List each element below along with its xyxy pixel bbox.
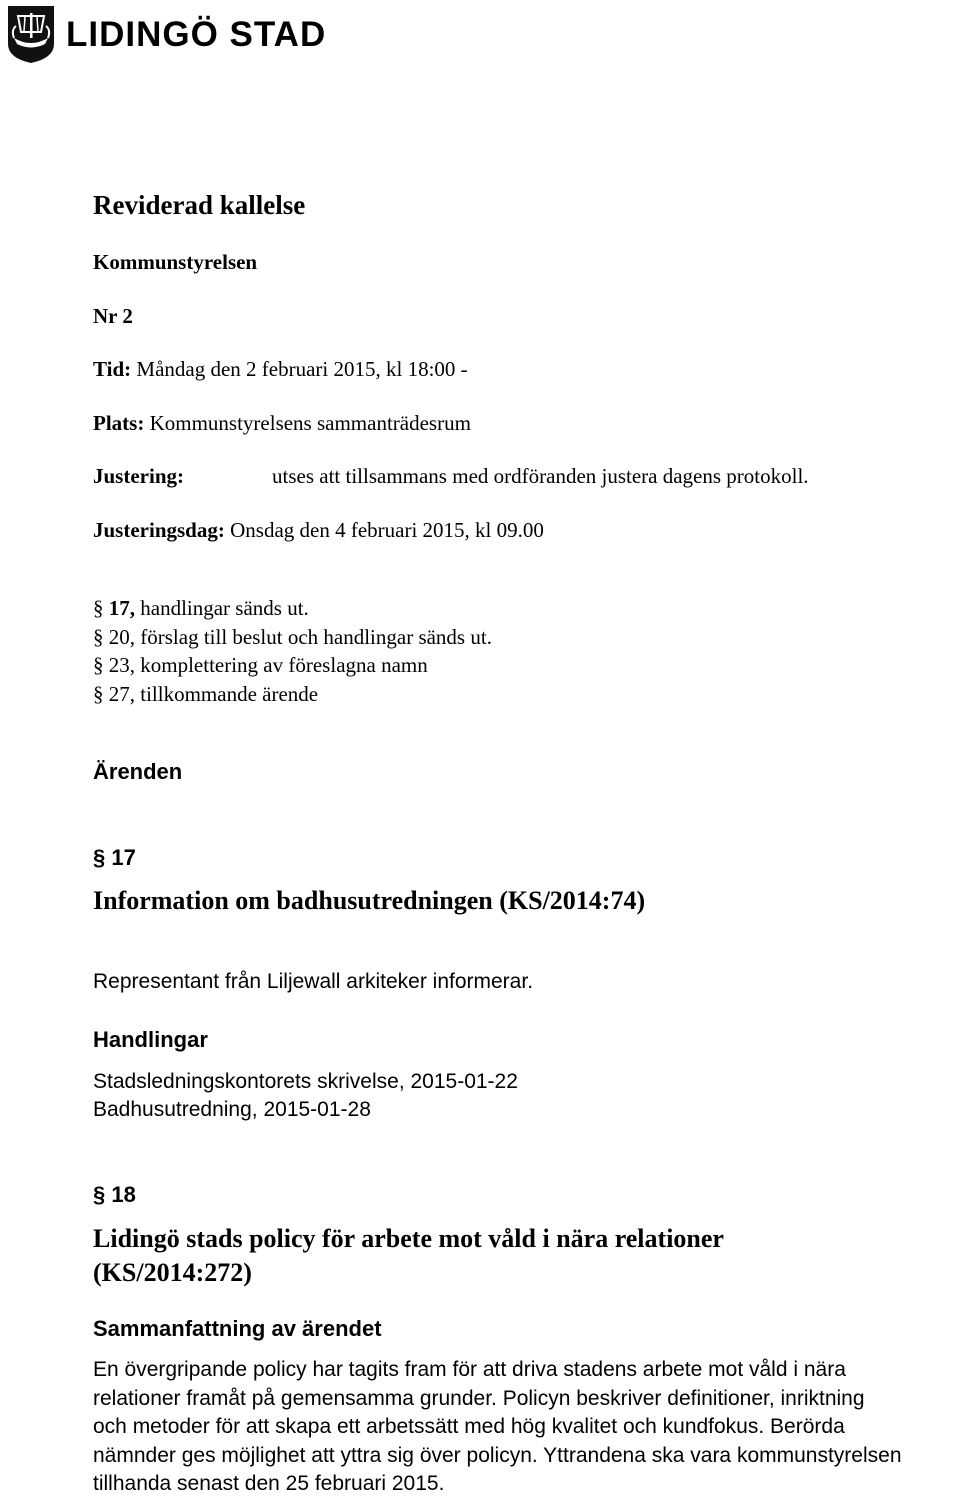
paragraph-note: § 27, tillkommande ärende [93, 682, 319, 706]
item-number: § 17 [93, 845, 136, 870]
logo [6, 4, 326, 64]
time-label: Tid: [93, 357, 132, 381]
summary-line: nämnder ges möjlighet att yttra sig över policyn. Yttrandena ska vara kommunstyrelsen [93, 1443, 902, 1467]
viking-ship-emblem-icon [6, 4, 56, 64]
paragraph-note: § 17, handlingar sänds ut. [93, 596, 309, 620]
document-entry: Badhusutredning, 2015-01-28 [93, 1098, 371, 1121]
item-title: Lidingö stads policy för arbete mot våld i nära relationer [93, 1224, 724, 1253]
item-title: Information om badhusutredningen (KS/2014:74) [93, 886, 646, 915]
section-sign-icon: § [93, 596, 104, 620]
summary-line: och metoder för att skapa ett arbetssätt med hög kvalitet och kundfokus. Berörda [93, 1415, 845, 1438]
item-title-continued: (KS/2014:272) [93, 1258, 252, 1287]
meeting-place [93, 411, 471, 436]
place-value: Kommunstyrelsens sammanträdesrum [149, 411, 471, 435]
section-sign-icon: § [93, 682, 104, 706]
adjustment-value: utses att tillsammans med ordföranden justera dagens protokoll. [272, 464, 809, 488]
summary-line: En övergripande policy har tagits fram för att driva stadens arbete mot våld i nära [93, 1358, 846, 1381]
paragraph-note: § 20, förslag till beslut och handlingar sänds ut. [93, 625, 492, 649]
section-sign-icon: § [93, 625, 104, 649]
summary-line: tillhanda senast den 25 februari 2015. [93, 1472, 445, 1495]
meeting-number [93, 304, 133, 329]
item-number: § 18 [93, 1182, 136, 1207]
summary-heading: Sammanfattning av ärendet [93, 1316, 382, 1341]
summary-line: relationer framåt på gemensamma grunder. Policyn beskriver definitioner, inriktning [93, 1386, 865, 1410]
summary-text [93, 1356, 958, 1499]
time-value: Måndag den 2 februari 2015, kl 18:00 - [136, 357, 468, 381]
section-sign-icon: § [93, 653, 104, 677]
logo-wordmark: LIDINGÖ STAD [66, 14, 327, 54]
adjustment-label: Justering: [93, 464, 184, 488]
meeting-time [93, 357, 468, 382]
place-label: Plats: [93, 411, 145, 435]
meeting-number-text: Nr 2 [93, 304, 133, 328]
documents-heading: Handlingar [93, 1027, 208, 1052]
adjustment-date-label: Justeringsdag: [93, 518, 225, 542]
document-title: Reviderad kallelse [93, 190, 306, 220]
document-entry: Stadsledningskontorets skrivelse, 2015-01-22 [93, 1070, 518, 1093]
section-sign-icon: § [93, 845, 106, 870]
paragraph-note: § 23, komplettering av föreslagna namn [93, 653, 428, 677]
adjustment-date-value: Onsdag den 4 februari 2015, kl 09.00 [230, 518, 544, 542]
committee-name: Kommunstyrelsen [93, 250, 258, 274]
section-sign-icon: § [93, 1182, 106, 1207]
adjustment-date [93, 518, 544, 543]
item-description: Representant från Liljewall arkiteker informerar. [93, 970, 534, 993]
arenden-heading: Ärenden [93, 759, 183, 784]
